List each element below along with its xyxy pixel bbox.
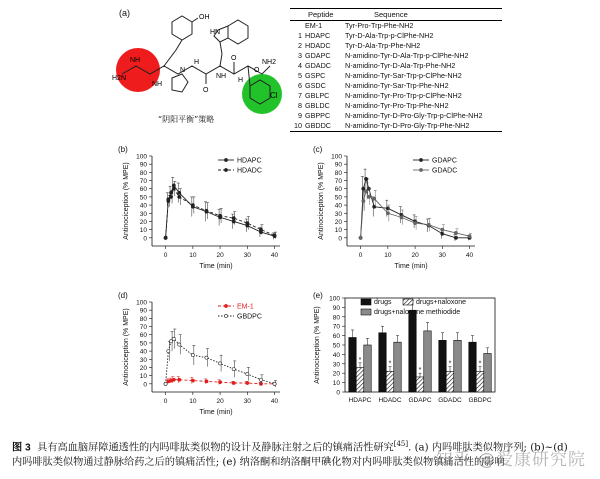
panel-label: (b) <box>118 145 128 154</box>
data-point-HDADC <box>167 199 170 202</box>
label-nh-mid: NH <box>152 81 163 88</box>
table-cell-num: 6 <box>298 81 302 90</box>
data-point-HDADC <box>178 195 181 198</box>
table-cell-name: GBPPC <box>305 111 331 120</box>
bar-drugs <box>379 333 387 392</box>
data-point-HDADC <box>259 228 262 231</box>
significance-marker: * <box>418 367 422 375</box>
y-tick-label: 50 <box>332 342 340 350</box>
legend-marker <box>224 168 227 171</box>
y-tick-label: 100 <box>136 153 147 161</box>
table-cell-seq: N-amidino-Tyr-Sar-Trp-Phe-NH2 <box>345 81 449 90</box>
caption-fig-label: 图 3 <box>12 442 31 454</box>
label-h-a: H <box>194 59 200 66</box>
data-point-GDADC <box>373 197 376 200</box>
col-peptide: Peptide <box>308 10 334 19</box>
legend-marker <box>419 168 422 171</box>
table-cell-name: EM-1 <box>305 21 323 30</box>
legend-marker <box>224 314 227 317</box>
legend-swatch <box>361 299 371 305</box>
y-tick-label: 40 <box>139 202 147 210</box>
table-row <box>290 51 502 61</box>
panel-label: (d) <box>118 291 128 300</box>
table-cell-seq: Tyr-Pro-Trp-Phe-NH2 <box>345 21 414 30</box>
panel-label: (e) <box>313 291 323 300</box>
label-h2n: H2N <box>112 75 127 82</box>
y-tick-label: 40 <box>139 348 147 356</box>
table-row <box>290 31 502 41</box>
y-tick-label: 60 <box>139 332 147 340</box>
significance-marker: * <box>448 360 452 368</box>
data-point-GDADC <box>400 216 403 219</box>
table-row <box>290 101 502 111</box>
data-point-GBDPC <box>178 343 181 346</box>
caption-text-1a: 具有高血脑屏障通透性的内吗啡肽类似物的设计及静脉注射之后的镇痛活性研究 <box>37 442 394 454</box>
data-point-GDADC <box>364 190 367 193</box>
data-point-EM-1 <box>178 378 181 381</box>
bar-drugs <box>439 340 447 392</box>
caption-line-2: 内吗啡肽类似物通过静脉给药之后的镇痛活性; (e) 纳洛酮和纳洛酮甲碘化物对内吗啡肽类似物镇痛活性的影响 <box>12 457 505 469</box>
table-cell-seq: N-amidino-Tyr-D-Pro-Gly-Trp-Phe-NH2 <box>345 121 470 130</box>
data-point-GBDPC <box>164 382 167 385</box>
data-point-GBDPC <box>273 382 276 385</box>
data-point-HDADC <box>218 214 221 217</box>
legend-swatch <box>361 309 371 315</box>
table-cell-seq: N-amidino-Tyr-D-Pro-Gly-Trp-p-ClPhe-NH2 <box>345 111 483 120</box>
data-point-GBDPC <box>218 362 221 365</box>
data-point-EM-1 <box>205 380 208 383</box>
y-axis-label: Antinociception (% MPE) <box>314 306 321 384</box>
y-tick-label: 70 <box>139 324 147 332</box>
table-cell-seq: N-amidino-Tyr-Pro-Trp-Phe-NH2 <box>345 101 449 110</box>
table-cell-seq: Tyr-D-Ala-Trp-Phe-NH2 <box>345 41 421 50</box>
legend-label: HDAPC <box>237 157 262 165</box>
table-row <box>290 81 502 91</box>
y-tick-label: 100 <box>136 299 147 307</box>
table-cell-num: 3 <box>298 51 302 60</box>
x-tick-label: 0 <box>358 252 363 259</box>
y-tick-label: 20 <box>332 370 340 378</box>
data-point-GDADC <box>413 221 416 224</box>
significance-marker: * <box>358 356 362 364</box>
y-tick-label: 30 <box>334 210 342 218</box>
data-point-GDADC <box>468 235 471 238</box>
legend-label: EM-1 <box>237 303 254 311</box>
label-o-1: O <box>203 87 209 94</box>
x-tick-label: HDAPC <box>348 397 372 404</box>
table-bottom-rule <box>290 131 502 132</box>
y-tick-label: 100 <box>329 295 340 303</box>
data-point-GDADC <box>359 236 362 239</box>
bar-drugs <box>469 342 477 392</box>
y-tick-label: 90 <box>332 304 340 312</box>
y-tick-label: 10 <box>139 373 147 381</box>
bar-drugs+naloxone <box>356 368 364 392</box>
significance-marker: * <box>478 360 482 368</box>
data-point-GBDPC <box>172 337 175 340</box>
table-row <box>290 111 502 121</box>
table-row <box>290 21 502 31</box>
x-axis-label: Time (min) <box>199 409 233 416</box>
label-oh: OH <box>199 14 210 21</box>
y-tick-label: 70 <box>139 178 147 186</box>
data-point-HDADC <box>164 236 167 239</box>
y-tick-label: 0 <box>336 389 340 397</box>
label-hn-top: HN <box>210 29 221 36</box>
table-cell-num: 10 <box>294 121 302 130</box>
data-point-GBDPC <box>232 367 235 370</box>
y-tick-label: 70 <box>334 178 342 186</box>
x-tick-label: 10 <box>189 398 197 405</box>
data-point-GBDPC <box>167 349 170 352</box>
table-body <box>290 21 502 131</box>
legend-label: drugs+naloxone <box>416 299 467 306</box>
data-point-HDADC <box>172 187 175 190</box>
y-tick-label: 80 <box>332 314 340 322</box>
chart-e <box>305 288 505 434</box>
y-tick-label: 100 <box>331 153 342 161</box>
y-tick-label: 10 <box>139 227 147 235</box>
table-cell-seq: N-amidino-Tyr-D-Ala-Trp-Phe-NH2 <box>345 61 456 70</box>
legend-swatch <box>403 299 413 305</box>
y-tick-label: 50 <box>139 340 147 348</box>
caption-ref: [45] <box>393 440 409 448</box>
data-point-GBDPC <box>246 372 249 375</box>
label-cl: Cl <box>270 91 278 100</box>
label-n-ring: N <box>180 67 186 74</box>
watermark: 知乎 @爱康研究院 <box>435 450 586 470</box>
data-point-GBDPC <box>259 378 262 381</box>
y-axis-label: Antinociception (% MPE) <box>123 162 130 240</box>
data-point-GDADC <box>454 231 457 234</box>
data-point-EM-1 <box>232 381 235 384</box>
bar-drugs+naloxone methiodide <box>364 345 372 392</box>
table-cell-seq: N-amidino-Tyr-D-Ala-Trp-p-ClPhe-NH2 <box>345 51 469 60</box>
y-tick-label: 40 <box>332 351 340 359</box>
label-o-2: O <box>231 55 237 62</box>
x-tick-label: 20 <box>216 398 224 405</box>
table-cell-num <box>290 21 305 31</box>
data-point-HDADC <box>169 195 172 198</box>
table-cell-num: 2 <box>298 41 302 50</box>
x-tick-label: 40 <box>465 252 474 259</box>
y-tick-label: 70 <box>332 323 340 331</box>
y-tick-label: 60 <box>334 186 342 194</box>
x-tick-label: 30 <box>438 252 446 259</box>
y-tick-label: 50 <box>139 194 147 202</box>
y-tick-label: 0 <box>143 381 147 389</box>
x-axis-label: Time (min) <box>394 263 428 270</box>
table-cell-num: 5 <box>298 71 302 80</box>
panel-a <box>0 0 600 140</box>
legend-label: GBDPC <box>237 313 262 321</box>
peptide-structure-drawing <box>110 8 290 128</box>
y-tick-label: 90 <box>139 161 147 169</box>
table-cell-seq: N-amidino-Tyr-Sar-Trp-p-ClPhe-NH2 <box>345 71 462 80</box>
x-tick-label: 30 <box>243 252 251 259</box>
x-tick-label: 0 <box>163 398 168 405</box>
label-h-b: H <box>238 77 244 84</box>
legend-label: GDAPC <box>432 157 457 165</box>
x-axis-label: Time (min) <box>199 263 233 270</box>
table-row <box>290 91 502 101</box>
table-row <box>290 41 502 51</box>
data-point-HDADC <box>232 217 235 220</box>
legend-label: drugs+naloxone methiodide <box>374 309 461 316</box>
y-tick-label: 90 <box>139 307 147 315</box>
chart-d <box>110 288 290 434</box>
table-cell-name: GBDDC <box>305 121 331 130</box>
x-tick-label: GDAPC <box>408 397 432 404</box>
y-tick-label: 30 <box>139 356 147 364</box>
y-tick-label: 10 <box>334 227 342 235</box>
table-cell-name: HDADC <box>305 41 331 50</box>
y-tick-label: 0 <box>143 235 147 243</box>
series-line-GDADC <box>361 191 470 238</box>
x-tick-label: 20 <box>216 252 224 259</box>
legend-label: GDADC <box>432 167 458 175</box>
x-tick-label: 40 <box>270 398 279 405</box>
bar-drugs+naloxone <box>416 377 424 392</box>
legend-marker <box>224 304 227 307</box>
y-tick-label: 60 <box>332 333 340 341</box>
y-tick-label: 30 <box>332 361 340 369</box>
data-point-GDADC <box>367 195 370 198</box>
y-tick-label: 80 <box>139 169 147 177</box>
table-cell-name: GBLDC <box>305 101 330 110</box>
y-tick-label: 10 <box>332 380 340 388</box>
x-tick-label: 10 <box>189 252 197 259</box>
legend-label: HDADC <box>237 167 262 175</box>
y-tick-label: 80 <box>334 169 342 177</box>
bar-drugs+naloxone methiodide <box>484 353 492 392</box>
legend-label: drugs <box>374 299 392 306</box>
x-tick-label: 10 <box>384 252 392 259</box>
data-point-EM-1 <box>246 381 249 384</box>
panel-label: (c) <box>313 145 323 154</box>
data-point-GDADC <box>362 199 365 202</box>
bar-drugs+naloxone methiodide <box>394 342 402 392</box>
y-tick-label: 90 <box>334 161 342 169</box>
x-tick-label: GBDPC <box>468 397 492 404</box>
x-tick-label: HDADC <box>378 397 402 404</box>
table-cell-seq: N-amidino-Tyr-Pro-Trp-p-ClPhe-NH2 <box>345 91 462 100</box>
table-cell-name: GDADC <box>305 61 331 70</box>
sequence-table <box>290 8 502 132</box>
chart-b <box>110 142 290 292</box>
y-tick-label: 50 <box>334 194 342 202</box>
bar-drugs+naloxone <box>386 371 394 392</box>
y-tick-label: 20 <box>139 218 147 226</box>
bar-drugs <box>349 337 357 392</box>
data-point-GDADC <box>441 228 444 231</box>
significance-marker: * <box>388 360 392 368</box>
data-point-EM-1 <box>172 378 175 381</box>
series-line-HDAPC <box>166 185 275 237</box>
y-axis-label: Antinociception (% MPE) <box>123 308 130 386</box>
table-cell-seq: Tyr-D-Ala-Trp-p-ClPhe-NH2 <box>345 31 434 40</box>
data-point-GBDPC <box>169 340 172 343</box>
table-cell-name: GBLPC <box>305 91 330 100</box>
x-tick-label: 30 <box>243 398 251 405</box>
caption-text-1b: . (a) 内吗啡肽类似物序列; (b)~(d) <box>408 442 568 454</box>
legend-marker <box>419 158 422 161</box>
data-point-HDADC <box>273 234 276 237</box>
y-tick-label: 20 <box>334 218 342 226</box>
strategy-label: “阴阳平衡”策略 <box>158 115 215 124</box>
label-o-3: O <box>254 67 260 74</box>
data-point-EM-1 <box>218 381 221 384</box>
table-cell-num: 9 <box>298 111 302 120</box>
x-tick-label: 40 <box>270 252 279 259</box>
y-axis-label: Antinociception (% MPE) <box>318 162 325 240</box>
y-tick-label: 20 <box>139 364 147 372</box>
bar-drugs+naloxone <box>446 371 454 392</box>
data-point-HDADC <box>191 203 194 206</box>
bar-drugs+naloxone methiodide <box>424 331 432 392</box>
series-line-GDAPC <box>361 179 470 238</box>
label-nh-left: NH <box>130 57 141 64</box>
data-point-EM-1 <box>191 379 194 382</box>
data-point-HDADC <box>246 221 249 224</box>
data-point-HDADC <box>205 209 208 212</box>
data-point-GBDPC <box>205 356 208 359</box>
series-line-GBDPC <box>166 339 275 384</box>
label-nh-right: NH <box>216 73 227 80</box>
table-row <box>290 71 502 81</box>
table-header <box>290 9 502 20</box>
x-tick-label: 20 <box>411 252 419 259</box>
y-tick-label: 0 <box>338 235 342 243</box>
table-row <box>290 121 502 131</box>
x-tick-label: 0 <box>163 252 168 259</box>
col-sequence: Sequence <box>374 10 408 19</box>
panel-a-label: (a) <box>119 8 130 18</box>
data-point-GDAPC <box>362 187 365 190</box>
x-tick-label: GDADC <box>438 397 462 404</box>
table-cell-num: 4 <box>298 61 302 70</box>
y-tick-label: 60 <box>139 186 147 194</box>
table-cell-name: HDAPC <box>305 31 331 40</box>
table-cell-num: 1 <box>298 31 302 40</box>
bar-drugs+naloxone methiodide <box>454 340 462 392</box>
y-tick-label: 40 <box>334 202 342 210</box>
data-point-GBDPC <box>191 354 194 357</box>
table-cell-name: GSPC <box>305 71 326 80</box>
bar-drugs+naloxone <box>476 371 484 392</box>
table-cell-name: GSDC <box>305 81 326 90</box>
legend-marker <box>224 158 227 161</box>
data-point-GDADC <box>427 223 430 226</box>
table-cell-num: 8 <box>298 101 302 110</box>
bar-drugs <box>409 310 417 392</box>
y-tick-label: 80 <box>139 315 147 323</box>
label-nh2: NH2 <box>262 59 277 66</box>
y-tick-label: 30 <box>139 210 147 218</box>
table-row <box>290 61 502 71</box>
chart-c <box>305 142 485 292</box>
table-cell-name: GDAPC <box>305 51 331 60</box>
table-cell-num: 7 <box>298 91 302 100</box>
data-point-GDADC <box>386 212 389 215</box>
